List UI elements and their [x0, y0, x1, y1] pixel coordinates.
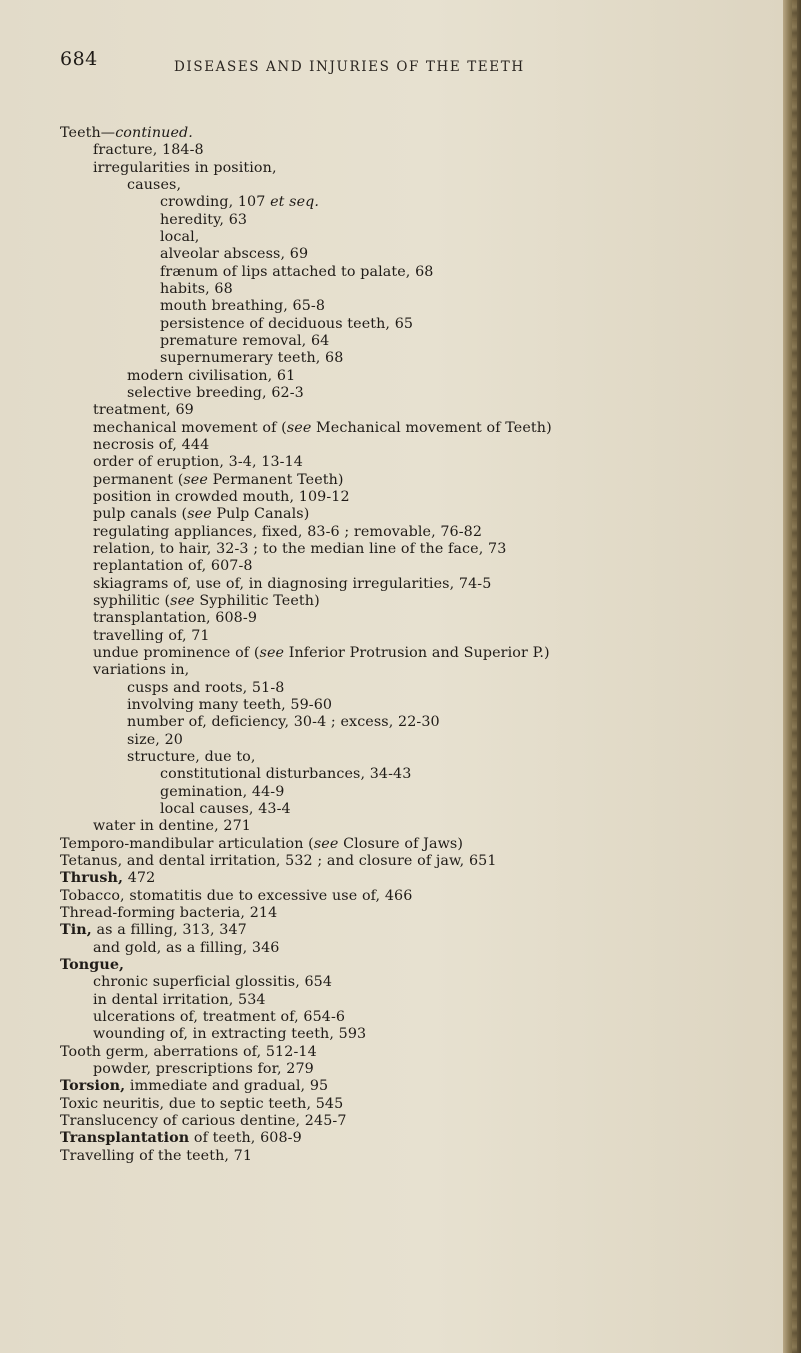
entry-text: Tobacco, stomatitis due to excessive use of, 466	[60, 887, 413, 904]
entry-text: Mechanical movement of Teeth)	[311, 419, 552, 436]
entry-text: crowding, 107	[160, 194, 271, 211]
entry-text: mechanical movement of (	[93, 419, 287, 436]
entry-text: regulating appliances, fixed, 83-6 ; removable, 76-82	[93, 523, 483, 540]
entry-text: necrosis of, 444	[93, 436, 210, 453]
entry-text: number of, deficiency, 30-4 ; excess, 22-30	[127, 714, 440, 731]
entry-text: order of eruption, 3-4, 13-14	[93, 454, 303, 471]
entry-text: treatment, 69	[93, 402, 194, 419]
entry-text: Thread-forming bacteria, 214	[60, 904, 278, 921]
italic-text: see	[286, 419, 312, 436]
entry-text: and gold, as a filling, 346	[93, 939, 280, 956]
entry-text: frænum of lips attached to palate, 68	[160, 263, 434, 280]
entry-text: Syphilitic Teeth)	[194, 592, 320, 609]
italic-text: continued.	[115, 125, 193, 141]
entry-text: Teeth—	[60, 125, 116, 141]
entry-text: position in crowded mouth, 109-12	[93, 488, 350, 505]
entry-text: gemination, 44-9	[160, 783, 285, 800]
entry-text: Pulp Canals)	[211, 506, 310, 523]
entry-text: as a filling, 313, 347	[91, 922, 247, 939]
index-heading-text: Transplantation	[60, 1130, 190, 1147]
italic-text: see	[313, 835, 339, 852]
entry-text: pulp canals (	[93, 506, 188, 523]
entry-text: constitutional disturbances, 34-43	[160, 766, 412, 783]
index-heading-text: Thrush,	[60, 870, 124, 887]
index-heading-text: Tongue,	[60, 956, 125, 973]
entry-text: Travelling of the teeth, 71	[60, 1147, 253, 1164]
page-edge-strip	[792, 0, 797, 1353]
entry-text: Toxic neuritis, due to septic teeth, 545	[60, 1095, 344, 1112]
entry-text: alveolar abscess, 69	[160, 246, 309, 263]
index-entry	[93, 158, 277, 178]
entry-text: heredity, 63	[160, 211, 248, 228]
index-entry	[60, 1146, 252, 1166]
entry-text: transplantation, 608-9	[93, 610, 258, 627]
entry-text: modern civilisation, 61	[127, 367, 296, 384]
entry-text: Closure of Jaws)	[338, 835, 464, 852]
entry-text: Inferior Protrusion and Superior P.)	[284, 644, 550, 661]
entry-text: ulcerations of, treatment of, 654-6	[93, 1008, 346, 1025]
entry-text: involving many teeth, 59-60	[127, 696, 333, 713]
italic-text: et seq.	[270, 194, 320, 211]
entry-text: Translucency of carious dentine, 245-7	[60, 1112, 347, 1129]
page-number: 684	[60, 48, 98, 70]
entry-text: Permanent Teeth)	[207, 471, 344, 488]
entry-text: syphilitic (	[93, 592, 171, 609]
entry-text: selective breeding, 62-3	[127, 384, 304, 401]
entry-text: irregularities in position,	[93, 159, 277, 176]
entry-text: replantation of, 607-8	[93, 558, 253, 575]
entry-text: size, 20	[127, 731, 183, 748]
italic-text: see	[259, 644, 285, 661]
entry-text: Tetanus, and dental irritation, 532 ; and closure of jaw, 651	[60, 852, 497, 869]
entry-text: Tooth germ, aberrations of, 512-14	[60, 1043, 317, 1060]
entry-text: Temporo-mandibular articulation (	[60, 835, 314, 852]
italic-text: see	[170, 592, 195, 609]
entry-text: premature removal, 64	[160, 333, 330, 349]
italic-text: see	[187, 506, 212, 523]
entry-text: 472	[123, 870, 156, 887]
entry-text: cusps and roots, 51-8	[127, 679, 285, 696]
entry-text: permanent (	[93, 471, 184, 488]
index-heading-text: Torsion,	[60, 1078, 126, 1095]
entry-text: undue prominence of (	[93, 644, 260, 661]
entry-text: local,	[160, 229, 200, 245]
entry-text: local causes, 43-4	[160, 800, 291, 817]
entry-text: habits, 68	[160, 281, 233, 297]
page-edge	[783, 0, 801, 1353]
entry-text: of teeth, 608-9	[189, 1130, 302, 1147]
entry-text: structure, due to,	[127, 748, 256, 765]
entry-text: fracture, 184-8	[93, 142, 204, 159]
entry-text: relation, to hair, 32-3 ; to the median line of the face, 73	[93, 540, 507, 557]
entry-text: mouth breathing, 65-8	[160, 298, 326, 315]
entry-text: powder, prescriptions for, 279	[93, 1060, 314, 1077]
entry-text: persistence of deciduous teeth, 65	[160, 315, 414, 332]
entry-text: skiagrams of, use of, in diagnosing irregularities, 74-5	[93, 575, 492, 592]
entry-text: water in dentine, 271	[93, 818, 251, 835]
entry-text: variations in,	[93, 662, 190, 679]
entry-text: travelling of, 71	[93, 627, 210, 644]
entry-text: causes,	[127, 177, 182, 193]
running-title: DISEASES AND INJURIES OF THE TEETH	[174, 59, 525, 75]
entry-text: immediate and gradual, 95	[125, 1078, 329, 1095]
entry-text: in dental irritation, 534	[93, 991, 266, 1008]
index-heading-text: Tin,	[60, 922, 92, 939]
italic-text: see	[183, 471, 208, 488]
entry-text: supernumerary teeth, 68	[160, 350, 344, 367]
entry-text: wounding of, in extracting teeth, 593	[93, 1026, 367, 1043]
entry-text: chronic superficial glossitis, 654	[93, 974, 333, 991]
